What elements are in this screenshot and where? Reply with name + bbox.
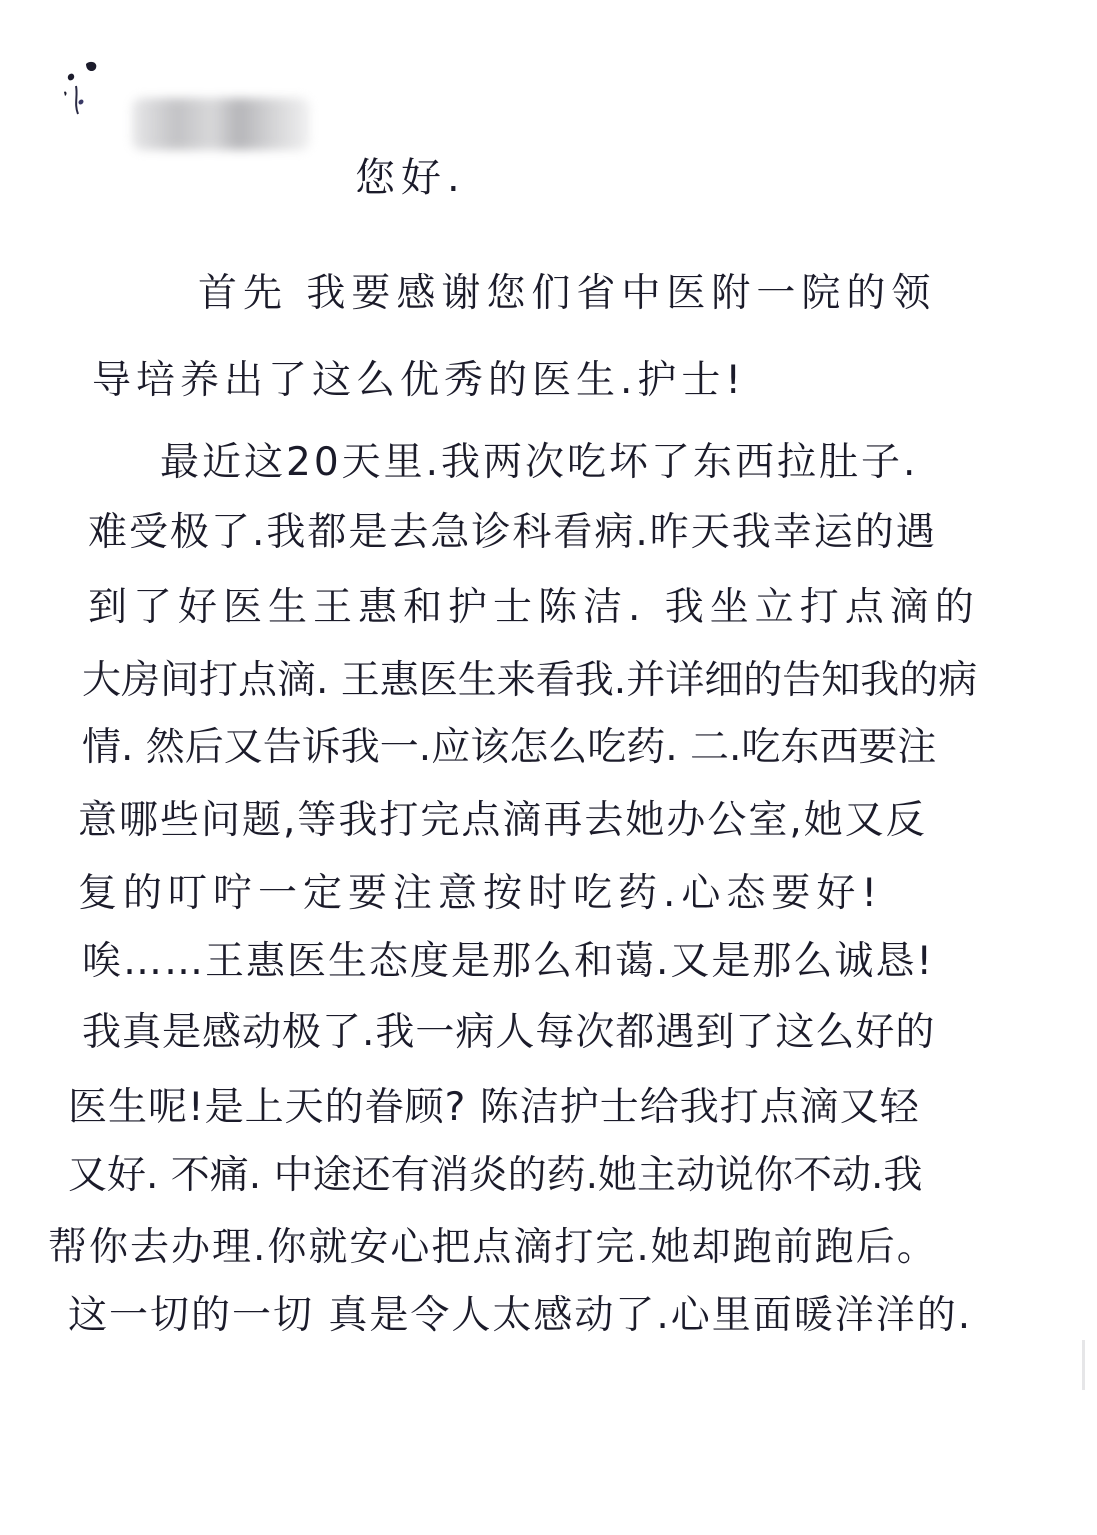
letter-line: 这一切的一切 真是令人太感动了.心里面暖洋洋的. [68, 1293, 973, 1338]
letter-line: 我真是感动极了.我一病人每次都遇到了这么好的 [82, 1010, 936, 1055]
letter-line: 最近这20天里.我两次吃坏了东西拉肚子. [160, 440, 919, 485]
letter-line: 医生呢!是上天的眷顾? 陈洁护士给我打点滴又轻 [68, 1085, 920, 1130]
letter-line: 大房间打点滴. 王惠医生来看我.并详细的告知我的病 [82, 658, 978, 703]
letter-line: 到了好医生王惠和护士陈洁. 我坐立打点滴的 [88, 585, 980, 630]
letter-line: 帮你去办理.你就安心把点滴打完.她却跑前跑后。 [48, 1225, 938, 1270]
letter-line: 难受极了.我都是去急诊科看病.昨天我幸运的遇 [88, 510, 937, 555]
letter-greeting: 您好. [355, 155, 466, 201]
scan-edge-mark [1082, 1340, 1085, 1390]
letter-line: 导培养出了这么优秀的医生.护士! [92, 358, 747, 403]
letter-line: 情. 然后又告诉我一.应该怎么吃药. 二.吃东西要注 [82, 725, 937, 770]
letter-line: 首先 我要感谢您们省中医附一院的领 [198, 271, 937, 316]
letter-line: 复的叮咛一定要注意按时吃药.心态要好! [78, 871, 884, 916]
letter-line: 又好. 不痛. 中途还有消炎的药.她主动说你不动.我 [68, 1153, 923, 1198]
letter-line: 意哪些问题,等我打完点滴再去她办公室,她又反 [78, 798, 927, 843]
letter-line: 唉……王惠医生态度是那么和蔼.又是那么诚恳! [82, 939, 935, 984]
